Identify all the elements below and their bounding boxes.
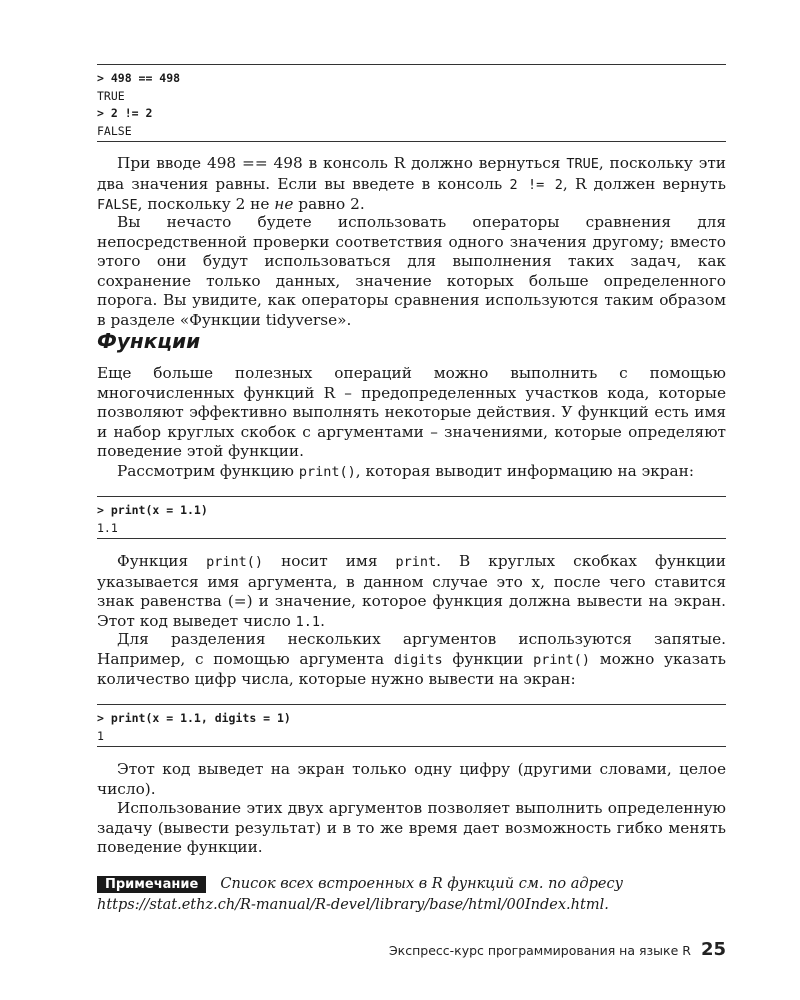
code-block-digits (97, 704, 726, 747)
paragraph-two-arguments: Использование этих двух аргументов позволяет выполнить определенную задачу (вывести результат) и в то же время дает возможность гибко менять поведение функции. (97, 799, 726, 857)
code-output: TRUE (97, 88, 125, 103)
code-line: > print(x = 1.1) (97, 503, 208, 517)
note-box (97, 874, 726, 916)
page-number: 25 (700, 939, 726, 960)
section-heading: Функции (97, 329, 201, 353)
note-label: Примечание (97, 876, 206, 893)
paragraph-comparison-usage: Вы нечасто будете использовать операторы сравнения для непосредственной проверки соответствия одного значения другому; вместо этого они будут использоваться для выполнения таких задач, как сохранение только данных, значение которых больше определенного порога. Вы увидите, как операторы сравнения используются таким образом в разделе «Функции tidyverse». (97, 213, 726, 329)
code-output: FALSE (97, 123, 132, 138)
paragraph-print-intro: Рассмотрим функцию print(), которая выводит информацию на экран: (117, 462, 695, 480)
code-line: > print(x = 1.1, digits = 1) (97, 711, 291, 725)
page-footer (389, 938, 726, 963)
paragraph-functions-intro: Еще больше полезных операций можно выполнить с помощью многочисленных функций R – предопределенных участков кода, которые позволяют эффективно выполнять некоторые действия. У функций есть имя и набор круглых скобок с аргументами – значениями, которые определяют поведение этой функции. (97, 364, 726, 461)
code-block-comparison (97, 64, 726, 142)
paragraph-print-explanation: Функция print() носит имя print. В круглых скобках функции указывается имя аргумента, в данном случае это x, после чего ставится знак равенства (=) и значение, которое функция должна вывести на экран. Этот код выведет число 1.1. (97, 552, 726, 630)
code-line: > 498 == 498 (97, 71, 181, 85)
paragraph-digits: Для разделения нескольких аргументов используются запятые. Например, с помощью аргумента digits функции print() можно указать количество цифр числа, которые нужно вывести на экран: (97, 630, 726, 689)
code-line: > 2 != 2 (97, 106, 153, 120)
note-text: Список всех встроенных в R функций см. по адресу https://stat.ethz.ch/R-manual/R-devel/library/base/html/00Index.html. (97, 876, 623, 913)
code-output: 1 (97, 728, 104, 743)
paragraph-comparison-result: При вводе 498 == 498 в консоль R должно вернуться TRUE, поскольку эти два значения равны. Если вы введете в консоль 2 != 2, R должен вернуть FALSE, поскольку 2 не не равно 2. (97, 154, 726, 214)
paragraph-one-digit: Этот код выведет на экран только одну цифру (другими словами, целое число). (97, 760, 726, 798)
code-output: 1.1 (97, 520, 118, 535)
code-block-print (97, 496, 726, 539)
running-title: Экспресс-курс программирования на языке R (388, 943, 691, 958)
